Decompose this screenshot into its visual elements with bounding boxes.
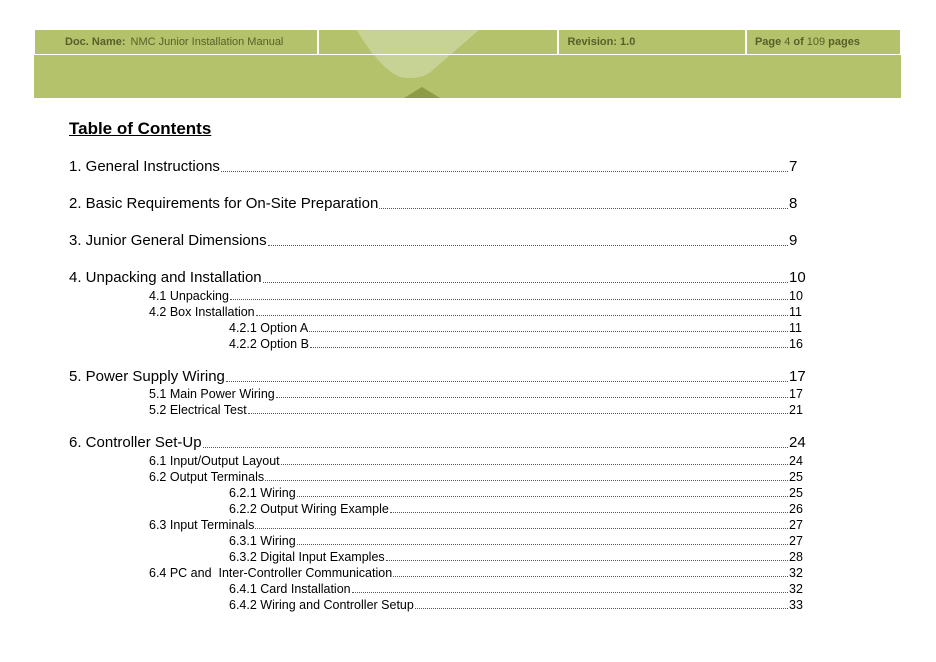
doc-name-cell bbox=[34, 29, 318, 55]
toc-page-number: 32 bbox=[789, 566, 803, 580]
dot-leader bbox=[297, 543, 788, 545]
dot-leader bbox=[309, 330, 788, 332]
toc-entry-text: 6.3.2 Digital Input Examples bbox=[229, 550, 385, 564]
toc-page-number: 27 bbox=[789, 534, 803, 548]
toc-entry[interactable] bbox=[149, 387, 809, 401]
toc-entry[interactable] bbox=[229, 582, 809, 596]
toc-entry[interactable] bbox=[149, 289, 809, 303]
dot-leader bbox=[386, 559, 788, 561]
toc-entry-text: 6.4 PC and Inter-Controller Communication bbox=[149, 566, 393, 580]
page-current: 4 bbox=[784, 36, 791, 48]
toc-entry[interactable] bbox=[149, 454, 809, 468]
dot-leader bbox=[248, 412, 788, 414]
toc-entry[interactable] bbox=[149, 566, 809, 580]
toc-page-number: 32 bbox=[789, 582, 803, 596]
toc-page-number: 24 bbox=[789, 434, 806, 451]
toc-entry-text: 6. Controller Set-Up bbox=[69, 434, 202, 451]
toc-entry[interactable] bbox=[149, 470, 809, 484]
toc-page-number: 11 bbox=[789, 321, 802, 335]
toc-page-number: 11 bbox=[789, 305, 802, 319]
toc-page-number: 24 bbox=[789, 454, 803, 468]
toc-entry[interactable] bbox=[229, 502, 809, 516]
revision-text: Revision: 1.0 bbox=[567, 36, 636, 48]
toc-entry-text: 4.2.2 Option B bbox=[229, 337, 309, 351]
toc-entry-text: 4. Unpacking and Installation bbox=[69, 269, 262, 286]
header-notch bbox=[404, 87, 440, 98]
toc-page-number: 10 bbox=[789, 289, 803, 303]
page-of: of bbox=[793, 36, 804, 48]
toc-entry[interactable] bbox=[69, 195, 809, 212]
toc-page-number: 9 bbox=[789, 232, 798, 249]
toc-entry[interactable] bbox=[229, 550, 809, 564]
toc-entry-text: 5.2 Electrical Test bbox=[149, 403, 247, 417]
toc-entry-text: 6.3 Input Terminals bbox=[149, 518, 255, 532]
blank-header-cell bbox=[318, 29, 559, 55]
toc-entry-text: 5. Power Supply Wiring bbox=[69, 368, 225, 385]
toc-entry-text: 6.2 Output Terminals bbox=[149, 470, 265, 484]
toc-entry[interactable] bbox=[69, 232, 809, 249]
toc-page-number: 8 bbox=[789, 195, 798, 212]
dot-leader bbox=[415, 607, 788, 609]
dot-leader bbox=[221, 170, 788, 172]
toc-entry[interactable] bbox=[149, 403, 809, 417]
toc-entry-text: 6.3.1 Wiring bbox=[229, 534, 296, 548]
toc-page-number: 25 bbox=[789, 470, 803, 484]
dot-leader bbox=[379, 207, 788, 209]
toc-entry[interactable] bbox=[229, 486, 809, 500]
pages-label: pages bbox=[828, 36, 860, 48]
dot-leader bbox=[265, 479, 788, 481]
toc-entry-text: 6.1 Input/Output Layout bbox=[149, 454, 280, 468]
dot-leader bbox=[256, 314, 788, 316]
dot-leader bbox=[352, 591, 788, 593]
dot-leader bbox=[390, 511, 788, 513]
toc-page-number: 17 bbox=[789, 368, 806, 385]
document-header bbox=[34, 29, 901, 55]
dot-leader bbox=[263, 281, 788, 283]
toc-page-number: 17 bbox=[789, 387, 803, 401]
page-total: 109 bbox=[806, 36, 826, 48]
toc-entry-text: 5.1 Main Power Wiring bbox=[149, 387, 275, 401]
toc-page-number: 7 bbox=[789, 158, 798, 175]
toc-page-number: 25 bbox=[789, 486, 803, 500]
toc-entry-text: 4.2 Box Installation bbox=[149, 305, 255, 319]
dot-leader bbox=[226, 380, 788, 382]
toc-entry[interactable] bbox=[229, 598, 809, 612]
toc-entry-text: 2. Basic Requirements for On-Site Preparation bbox=[69, 195, 379, 212]
dot-leader bbox=[255, 527, 788, 529]
toc-entry-text: 4.2.1 Option A bbox=[229, 321, 309, 335]
toc-entry[interactable] bbox=[229, 337, 809, 351]
dot-leader bbox=[276, 396, 788, 398]
toc-entry-text: 6.2.1 Wiring bbox=[229, 486, 296, 500]
toc-entry-text: 6.2.2 Output Wiring Example bbox=[229, 502, 389, 516]
revision-cell bbox=[558, 29, 745, 55]
toc-page-number: 10 bbox=[789, 269, 806, 286]
toc-page-number: 21 bbox=[789, 403, 803, 417]
toc-page-number: 28 bbox=[789, 550, 803, 564]
page-counter-cell bbox=[746, 29, 901, 55]
page-label: Page bbox=[754, 36, 782, 48]
dot-leader bbox=[393, 575, 788, 577]
toc-entry[interactable] bbox=[149, 305, 809, 319]
dot-leader bbox=[230, 298, 788, 300]
dot-leader bbox=[310, 346, 788, 348]
toc-entry[interactable] bbox=[69, 158, 809, 175]
toc-entry-text: 4.1 Unpacking bbox=[149, 289, 229, 303]
toc-page-number: 16 bbox=[789, 337, 803, 351]
toc-page-number: 27 bbox=[789, 518, 803, 532]
toc-entry[interactable] bbox=[69, 368, 809, 385]
toc-title: Table of Contents bbox=[69, 119, 212, 138]
dot-leader bbox=[203, 446, 788, 448]
doc-name-label: Doc. Name: bbox=[65, 36, 126, 48]
toc-entry[interactable] bbox=[69, 434, 809, 451]
toc-entry-text: 6.4.1 Card Installation bbox=[229, 582, 351, 596]
toc-entry[interactable] bbox=[149, 518, 809, 532]
dot-leader bbox=[281, 463, 788, 465]
toc-entry[interactable] bbox=[69, 269, 809, 286]
toc-entry-text: 1. General Instructions bbox=[69, 158, 220, 175]
toc-page-number: 26 bbox=[789, 502, 803, 516]
toc-entry-text: 3. Junior General Dimensions bbox=[69, 232, 267, 249]
toc-entry[interactable] bbox=[229, 321, 809, 335]
toc-entry[interactable] bbox=[229, 534, 809, 548]
dot-leader bbox=[297, 495, 788, 497]
doc-name-value: NMC Junior Installation Manual bbox=[130, 36, 284, 48]
toc-page-number: 33 bbox=[789, 598, 803, 612]
dot-leader bbox=[268, 244, 788, 246]
toc-entry-text: 6.4.2 Wiring and Controller Setup bbox=[229, 598, 414, 612]
